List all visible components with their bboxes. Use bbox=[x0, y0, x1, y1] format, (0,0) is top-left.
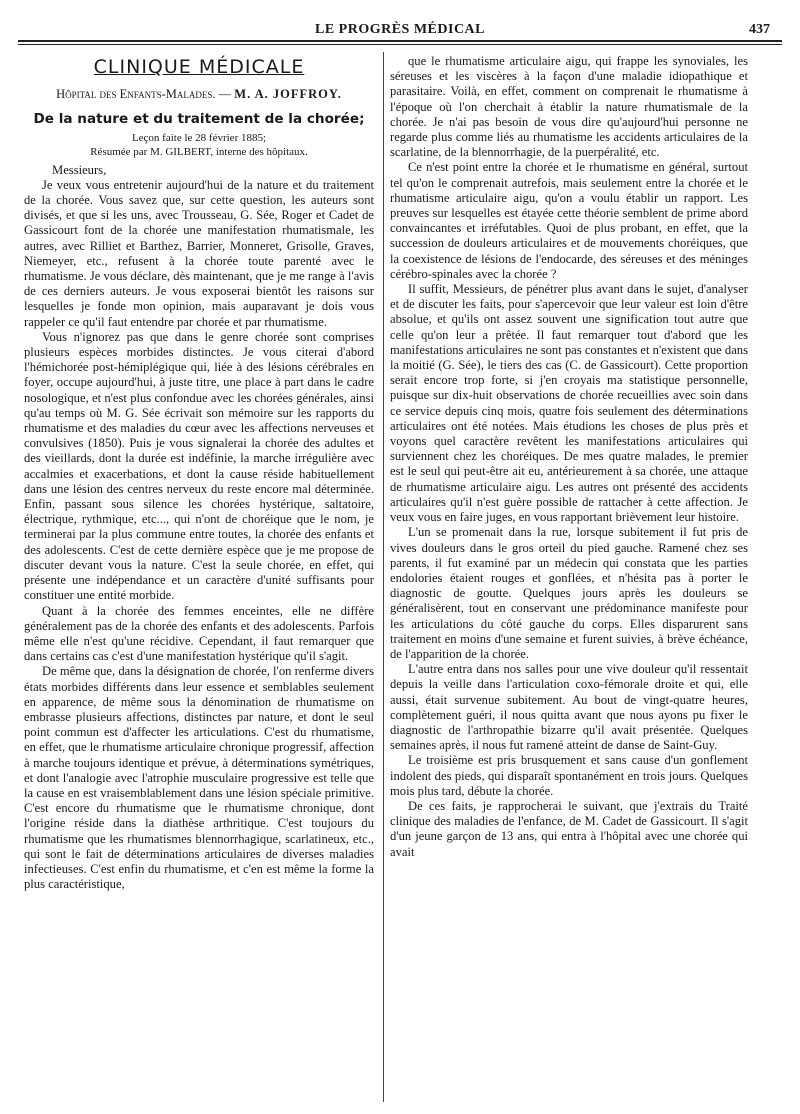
hospital-name: Hôpital des Enfants-Malades. bbox=[56, 87, 216, 102]
paragraph: L'autre entra dans nos salles pour une vive douleur qu'il ressentait depuis la veille dans l'articulation coxo-fémorale droite et qui, elle aussi, était survenue subitement. Au bout de vingt-quatre heures, complètement guéri, il nous quitta avant que nous ayons pu fixer le diagnostic de l'arthropathie bizarre qu'il avait présentée. Quelques semaines après, il nous fut ramené atteint de danse de Saint-Guy. bbox=[390, 662, 748, 753]
left-column bbox=[24, 54, 374, 1102]
journal-title: LE PROGRÈS MÉDICAL bbox=[314, 22, 486, 37]
paragraph: que le rhumatisme articulaire aigu, qui frappe les synoviales, les séreuses et les viscères à la façon d'une maladie idiopathique et parasitaire. Voilà, en effet, comment on comprenait le rhumatisme à l'époque où l'on cherchait à établir la nature rhumatismale de la chorée. Je n'ai pas besoin de vous dire qu'aujourd'hui personne ne regarde plus comme liés au rhumatisme les accidents articulaires de la scarlatine, de la blennorrhagie, de la puerpéralité, etc. bbox=[390, 54, 748, 160]
right-body bbox=[390, 54, 748, 860]
lecture-date: Leçon faite le 28 février 1885; bbox=[131, 131, 267, 144]
salutation: Messieurs, bbox=[52, 162, 107, 177]
paragraph: L'un se promenait dans la rue, lorsque subitement il fut pris de vives douleurs dans le gros orteil du pied gauche. Ramené chez ses parents, il fut examiné par un médecin qui constata que les parties endolories étaient rouges et gonflées, et n'hésita pas à porter le diagnostic de goutte. Quelques jours après les douleurs se généralisèrent, tout en conservant une prédominance manifeste pour les articulations du côté gauche du corps. Elles disparurent sans traitement en moins d'une semaine et furent suivies, à brève échéance, de l'apparition de la chorée. bbox=[390, 525, 748, 661]
paragraph: Le troisième est pris brusquement et sans cause d'un gonflement indolent des pieds, qui disparaît spontanément en trois jours. Quelques mois plus tard, débute la chorée. bbox=[390, 753, 748, 798]
author-name: M. A. JOFFROY. bbox=[234, 87, 342, 102]
right-column bbox=[390, 54, 748, 1104]
paragraph: Quant à la chorée des femmes enceintes, elle ne diffère généralement pas de la chorée des enfants et des adolescents. Parfois même elle n'est qu'une récidive. Cependant, il faut remarquer que dans certains cas c'est d'une manifestation hystérique qu'il s'agit. bbox=[24, 603, 374, 664]
summary-credit: Résumée par M. GILBERT, interne des hôpitaux. bbox=[90, 145, 308, 158]
paragraph: Vous n'ignorez pas que dans le genre chorée sont comprises plusieurs espèces morbides distinctes. Je vous citerai d'abord l'hémichorée post-hémiplégique qui, liée à des lésions cérébrales en foyer, occupe aujourd'hui, à juste titre, une place à part dans le cadre nosologique, et n'est plus confondue avec les chorées générales, ainsi qu'au temps où M. G. Sée écrivait son mémoire sur les rapports du rhumatisme et des maladies du cœur avec les affections nerveuses et convulsives (1850). Puis je vous signalerai la chorée des adultes et des vieillards, dont la durée est indéfinie, la marche irrégulière avec accalmies et exacerbations, et dont la cause réside habituellement dans une lésion des centres nerveux du reste encore mal déterminée. Enfin, passant sous silence les chorées hystérique, saltatoire, électrique, rythmique, etc..., qui n'ont de choréique que le nom, je terminerai par la plus commune entre toutes, la chorée des enfants et des adolescents. C'est de cette dernière espèce que je me propose de discuter devant vous la nature. C'est la seule chorée, en effet, qui présente une indépendance et un caractère d'unité suffisants pour constituer une entité morbide. bbox=[24, 329, 374, 603]
paragraph: Il suffit, Messieurs, de pénétrer plus avant dans le sujet, d'analyser et de discuter les faits, pour s'apercevoir que leur valeur est loin d'être absolue, et qu'ils ont assez souvent une signification tout autre que celle qu'on leur a prêtée. Il faut remarquer tout d'abord que les manifestations articulaires ne sont pas constantes et n'existent que dans la moitié (G. Sée), le tiers des cas (C. de Gassicourt). Cette proportion serait encore trop forte, si j'en croyais ma statistique personnelle, puisque sur dix-huit observations de chorée recueillies avec soin dans ce service depuis cinq mois, quatre fois seulement des déterminations articulaires ont été notées. Mais étudions les choses de plus près et voyons quel caractère revêtent les manifestations articulaires qui surviennent chez les choréiques. De mes quatre malades, le premier est le seul qui peut-être ait eu, antérieurement à sa chorée, une attaque de rhumatisme articulaire aigu. Les autres ont présenté des accidents articulaires qu'il n'est guère possible de rattacher à cette affection. Je veux vous en faire juges, en vous rapportant brièvement leur histoire. bbox=[390, 282, 748, 525]
paragraph: Ce n'est point entre la chorée et le rhumatisme en général, surtout tel qu'on le comprenait autrefois, mais seulement entre la chorée et le rhumatisme articulaire aigu, qu'on a voulu établir un rapport. Les preuves sur lesquelles est étayée cette théorie semblent de prime abord convaincantes et irréfutables. Quoi de plus probant, en effet, que la succession de douleurs articulaires et de mouvements choréiques, que la coexistence de lésions de l'endocarde, des séreuses et des méninges cérébro-spinales avec la chorée ? bbox=[390, 160, 748, 281]
section-title: CLINIQUE MÉDICALE bbox=[93, 56, 305, 78]
header-rule-thin bbox=[18, 44, 782, 45]
header-rule-thick bbox=[18, 40, 782, 42]
column-divider bbox=[383, 52, 384, 1102]
hospital-line bbox=[24, 87, 374, 102]
paragraph: De ces faits, je rapprocherai le suivant, que j'extrais du Traité clinique des maladies de l'enfance, de M. Cadet de Gassicourt. Il s'agit d'un jeune garçon de 13 ans, qui entra à l'hôpital avec une chorée qui avait bbox=[390, 798, 748, 859]
hospital-dash: — bbox=[218, 87, 232, 102]
paragraph: Je veux vous entretenir aujourd'hui de la nature et du traitement de la chorée. Vous savez que, sur cette question, les auteurs sont divisés, et que si les uns, avec Trousseau, G. Sée, Roger et Cadet de Gassicourt font de la chorée une manifestation rhumatismale, les autres, avec Rilliet et Barthez, Barrier, Monneret, Grisolle, Graves, Niemeyer, etc., refusent à la chorée toute parenté avec le rhumatisme. Je vous déclare, dès maintenant, que je me range à l'avis de ces derniers auteurs. Je vous exposerai bientôt les raisons sur lesquelles je fonde mon opinion, mais auparavant je dois vous rappeler ce qu'il faut entendre par chorée et par rhumatisme. bbox=[24, 177, 374, 329]
article-title: De la nature et du traitement de la chorée; bbox=[33, 111, 365, 128]
paragraph: De même que, dans la désignation de chorée, l'on renferme divers états morbides différents dans leur essence et semblables seulement en apparence, de même sous la dénomination de rhumatisme on embrasse plusieurs affections, distinctes par nature, et dont le seul point commun est d'affecter les articulations. C'est du rhumatisme, en effet, que le rhumatisme articulaire chronique progressif, affection à marche toujours identique et prévue, à déterminations symétriques, et dont l'analogie avec l'atrophie musculaire progressive est telle que la cause en est vraisemblablement dans une lésion spéciale primitive. C'est encore du rhumatisme que le rhumatisme chronique, dont l'origine réside dans la diathèse arthritique. C'est toujours du rhumatisme que les rhumatismes blennorrhagique, scarlatineux, etc., qui sont le fait de déterminations articulaires de diverses maladies infectieuses. C'est enfin du rhumatisme, et c'en est même la forme la plus caractéristique, bbox=[24, 664, 374, 892]
running-header bbox=[18, 22, 782, 36]
left-body bbox=[24, 178, 374, 893]
page-number: 437 bbox=[749, 22, 770, 37]
